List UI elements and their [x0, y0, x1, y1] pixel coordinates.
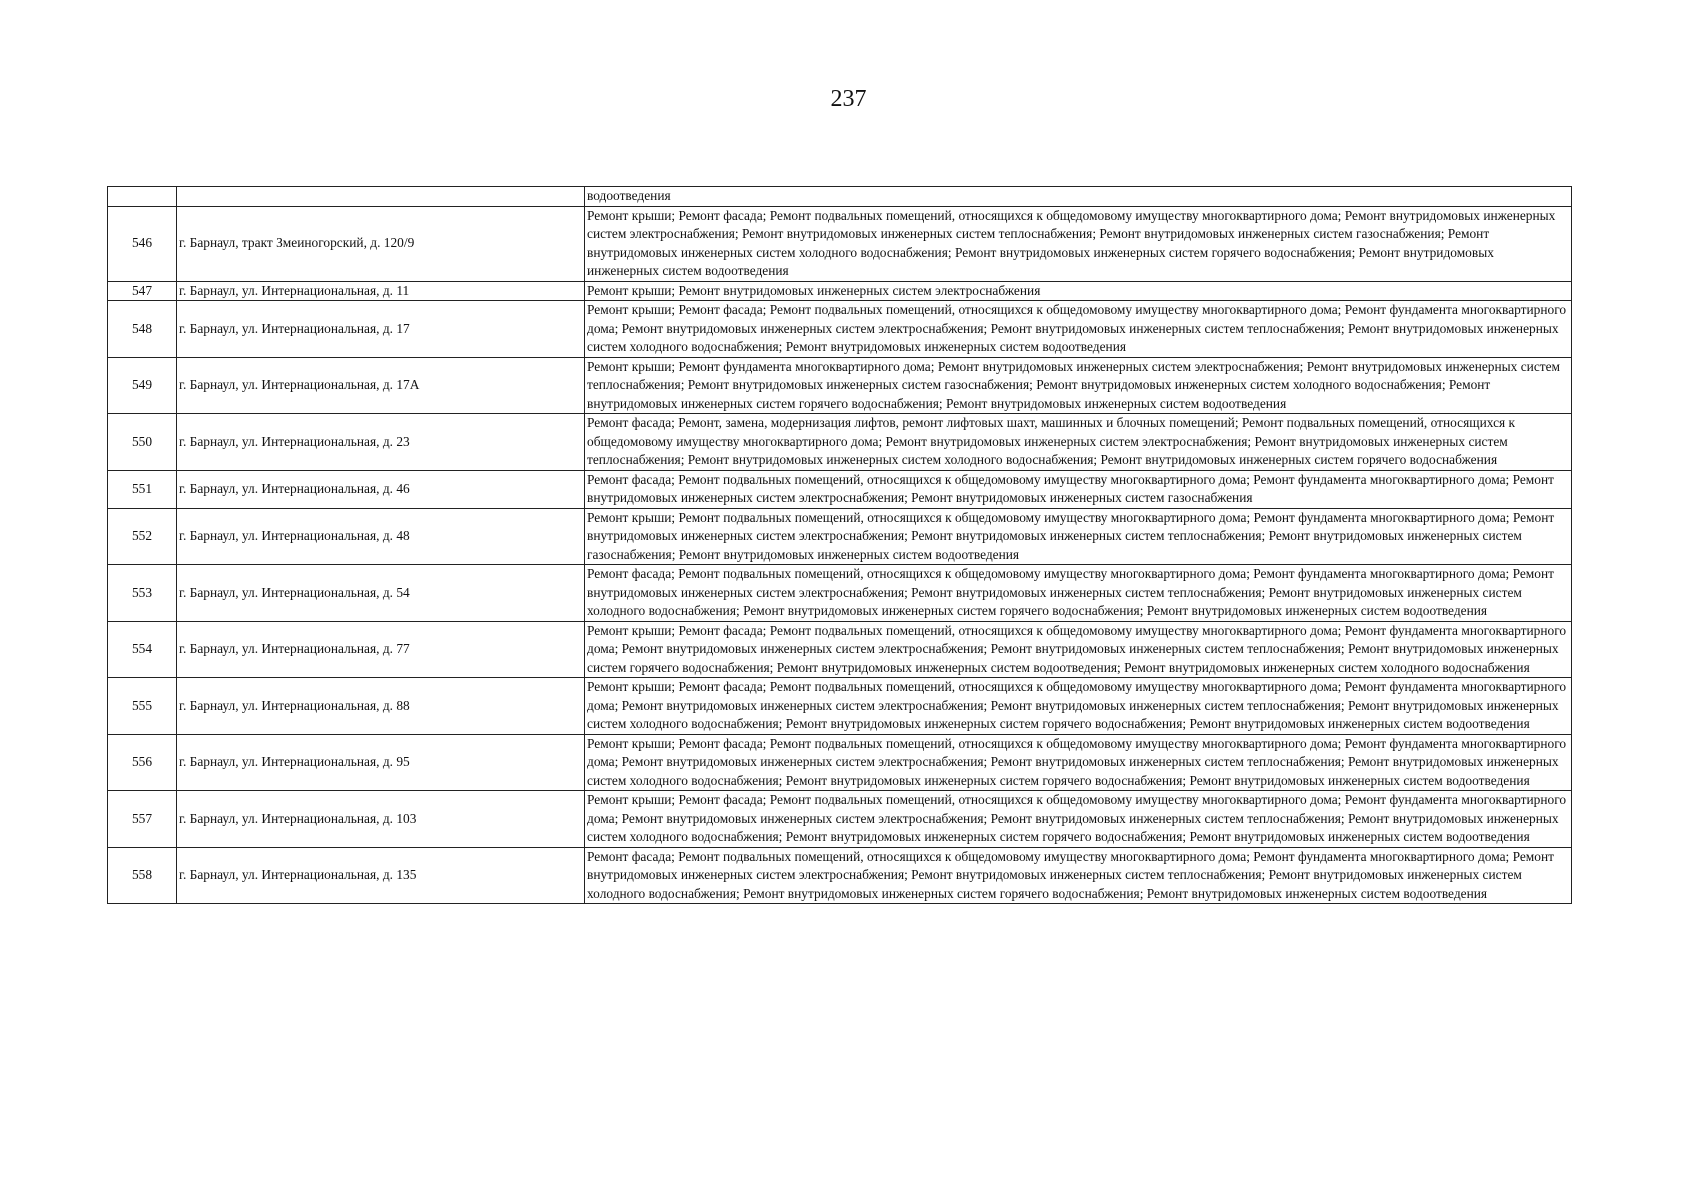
table-row — [108, 734, 1572, 791]
row-works: Ремонт фасада; Ремонт подвальных помещений, относящихся к общедомовому имуществу многоквартирного дома; Ремонт фундамента многоквартирного дома; Ремонт внутридомовых инженерных систем электроснабжения; Ремонт внутридомовых инженерных систем газоснабжения — [585, 470, 1572, 508]
row-number: 548 — [108, 301, 177, 358]
table-row — [108, 565, 1572, 622]
row-works: Ремонт крыши; Ремонт фасада; Ремонт подвальных помещений, относящихся к общедомовому имуществу многоквартирного дома; Ремонт внутридомовых инженерных систем электроснабжения; Ремонт внутридомовых инженерных систем теплоснабжения; Ремонт внутридомовых инженерных систем газоснабжения; Ремонт внутридомовых инженерных систем холодного водоснабжения; Ремонт внутридомовых инженерных систем горячего водоснабжения; Ремонт внутридомовых инженерных систем водоотведения — [585, 206, 1572, 281]
row-number: 546 — [108, 206, 177, 281]
table-row — [108, 281, 1572, 301]
row-address: г. Барнаул, ул. Интернациональная, д. 135 — [177, 847, 585, 904]
table-row — [108, 187, 1572, 207]
table-row — [108, 791, 1572, 848]
row-number: 554 — [108, 621, 177, 678]
row-works: водоотведения — [585, 187, 1572, 207]
row-number: 549 — [108, 357, 177, 414]
row-number: 556 — [108, 734, 177, 791]
row-number: 555 — [108, 678, 177, 735]
row-works: Ремонт крыши; Ремонт фундамента многоквартирного дома; Ремонт внутридомовых инженерных систем электроснабжения; Ремонт внутридомовых инженерных систем теплоснабжения; Ремонт внутридомовых инженерных систем газоснабжения; Ремонт внутридомовых инженерных систем холодного водоснабжения; Ремонт внутридомовых инженерных систем горячего водоснабжения; Ремонт внутридомовых инженерных систем водоотведения — [585, 357, 1572, 414]
row-number: 551 — [108, 470, 177, 508]
row-number: 558 — [108, 847, 177, 904]
row-number: 557 — [108, 791, 177, 848]
row-works: Ремонт крыши; Ремонт фасада; Ремонт подвальных помещений, относящихся к общедомовому имуществу многоквартирного дома; Ремонт фундамента многоквартирного дома; Ремонт внутридомовых инженерных систем электроснабжения; Ремонт внутридомовых инженерных систем теплоснабжения; Ремонт внутридомовых инженерных систем горячего водоснабжения; Ремонт внутридомовых инженерных систем водоотведения; Ремонт внутридомовых инженерных систем холодного водоснабжения — [585, 621, 1572, 678]
row-number: 553 — [108, 565, 177, 622]
row-works: Ремонт крыши; Ремонт подвальных помещений, относящихся к общедомовому имуществу многоквартирного дома; Ремонт фундамента многоквартирного дома; Ремонт внутридомовых инженерных систем электроснабжения; Ремонт внутридомовых инженерных систем теплоснабжения; Ремонт внутридомовых инженерных систем газоснабжения; Ремонт внутридомовых инженерных систем водоотведения — [585, 508, 1572, 565]
row-works: Ремонт крыши; Ремонт фасада; Ремонт подвальных помещений, относящихся к общедомовому имуществу многоквартирного дома; Ремонт фундамента многоквартирного дома; Ремонт внутридомовых инженерных систем электроснабжения; Ремонт внутридомовых инженерных систем теплоснабжения; Ремонт внутридомовых инженерных систем холодного водоснабжения; Ремонт внутридомовых инженерных систем горячего водоснабжения; Ремонт внутридомовых инженерных систем водоотведения — [585, 791, 1572, 848]
table-row — [108, 678, 1572, 735]
row-address: г. Барнаул, ул. Интернациональная, д. 17 — [177, 301, 585, 358]
table-row — [108, 357, 1572, 414]
row-address: г. Барнаул, ул. Интернациональная, д. 17А — [177, 357, 585, 414]
row-address: г. Барнаул, ул. Интернациональная, д. 103 — [177, 791, 585, 848]
table-row — [108, 847, 1572, 904]
table-row — [108, 206, 1572, 281]
row-address: г. Барнаул, ул. Интернациональная, д. 77 — [177, 621, 585, 678]
row-works: Ремонт фасада; Ремонт, замена, модернизация лифтов, ремонт лифтовых шахт, машинных и блочных помещений; Ремонт подвальных помещений, относящихся к общедомовому имуществу многоквартирного дома; Ремонт внутридомовых инженерных систем электроснабжения; Ремонт внутридомовых инженерных систем теплоснабжения; Ремонт внутридомовых инженерных систем холодного водоснабжения; Ремонт внутридомовых инженерных систем горячего водоснабжения — [585, 414, 1572, 471]
row-number — [108, 187, 177, 207]
row-address — [177, 187, 585, 207]
row-works: Ремонт фасада; Ремонт подвальных помещений, относящихся к общедомовому имуществу многоквартирного дома; Ремонт фундамента многоквартирного дома; Ремонт внутридомовых инженерных систем электроснабжения; Ремонт внутридомовых инженерных систем теплоснабжения; Ремонт внутридомовых инженерных систем холодного водоснабжения; Ремонт внутридомовых инженерных систем горячего водоснабжения; Ремонт внутридомовых инженерных систем водоотведения — [585, 847, 1572, 904]
row-works: Ремонт фасада; Ремонт подвальных помещений, относящихся к общедомовому имуществу многоквартирного дома; Ремонт фундамента многоквартирного дома; Ремонт внутридомовых инженерных систем электроснабжения; Ремонт внутридомовых инженерных систем теплоснабжения; Ремонт внутридомовых инженерных систем холодного водоснабжения; Ремонт внутридомовых инженерных систем горячего водоснабжения; Ремонт внутридомовых инженерных систем водоотведения — [585, 565, 1572, 622]
row-address: г. Барнаул, ул. Интернациональная, д. 88 — [177, 678, 585, 735]
row-number: 547 — [108, 281, 177, 301]
row-works: Ремонт крыши; Ремонт фасада; Ремонт подвальных помещений, относящихся к общедомовому имуществу многоквартирного дома; Ремонт фундамента многоквартирного дома; Ремонт внутридомовых инженерных систем электроснабжения; Ремонт внутридомовых инженерных систем теплоснабжения; Ремонт внутридомовых инженерных систем холодного водоснабжения; Ремонт внутридомовых инженерных систем горячего водоснабжения; Ремонт внутридомовых инженерных систем водоотведения — [585, 734, 1572, 791]
row-address: г. Барнаул, ул. Интернациональная, д. 95 — [177, 734, 585, 791]
table-row — [108, 508, 1572, 565]
table-row — [108, 621, 1572, 678]
row-works: Ремонт крыши; Ремонт фасада; Ремонт подвальных помещений, относящихся к общедомовому имуществу многоквартирного дома; Ремонт фундамента многоквартирного дома; Ремонт внутридомовых инженерных систем электроснабжения; Ремонт внутридомовых инженерных систем теплоснабжения; Ремонт внутридомовых инженерных систем холодного водоснабжения; Ремонт внутридомовых инженерных систем горячего водоснабжения; Ремонт внутридомовых инженерных систем водоотведения — [585, 678, 1572, 735]
table-row — [108, 301, 1572, 358]
page-number: 237 — [830, 86, 867, 112]
row-address: г. Барнаул, ул. Интернациональная, д. 54 — [177, 565, 585, 622]
row-works: Ремонт крыши; Ремонт внутридомовых инженерных систем электроснабжения — [585, 281, 1572, 301]
row-number: 552 — [108, 508, 177, 565]
table-row — [108, 414, 1572, 471]
row-address: г. Барнаул, тракт Змеиногорский, д. 120/9 — [177, 206, 585, 281]
row-address: г. Барнаул, ул. Интернациональная, д. 11 — [177, 281, 585, 301]
row-number: 550 — [108, 414, 177, 471]
row-address: г. Барнаул, ул. Интернациональная, д. 48 — [177, 508, 585, 565]
row-address: г. Барнаул, ул. Интернациональная, д. 46 — [177, 470, 585, 508]
housing-repair-table — [107, 186, 1572, 904]
row-address: г. Барнаул, ул. Интернациональная, д. 23 — [177, 414, 585, 471]
row-works: Ремонт крыши; Ремонт фасада; Ремонт подвальных помещений, относящихся к общедомовому имуществу многоквартирного дома; Ремонт фундамента многоквартирного дома; Ремонт внутридомовых инженерных систем электроснабжения; Ремонт внутридомовых инженерных систем теплоснабжения; Ремонт внутридомовых инженерных систем холодного водоснабжения; Ремонт внутридомовых инженерных систем водоотведения — [585, 301, 1572, 358]
table-row — [108, 470, 1572, 508]
